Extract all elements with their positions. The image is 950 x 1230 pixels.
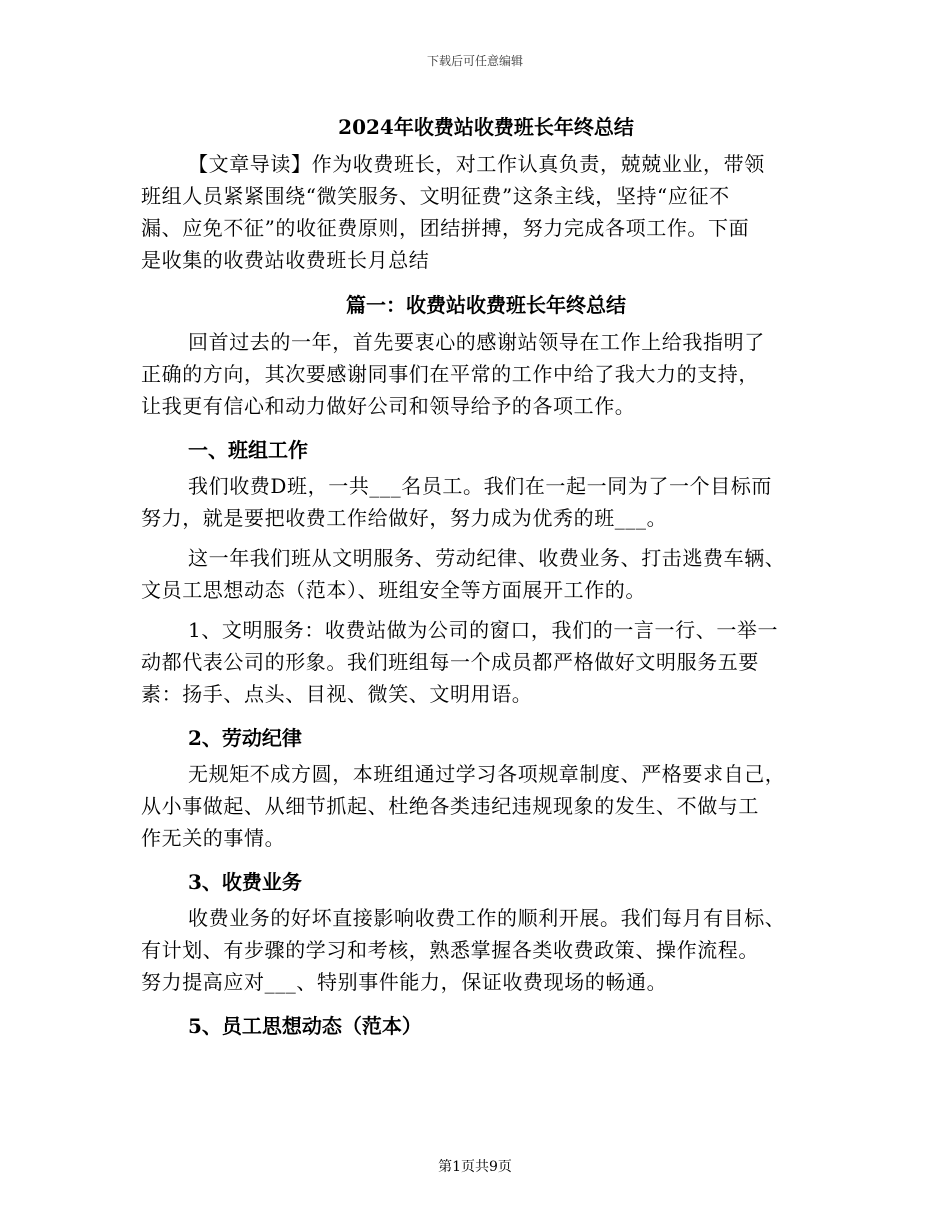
paragraph-line: 有计划、有步骤的学习和考核，熟悉掌握各类收费政策、操作流程。: [141, 938, 759, 962]
paragraph-civil-service: [141, 614, 811, 710]
paragraph-review: [141, 326, 811, 422]
page-header-note: 下载后可任意编辑: [426, 54, 523, 68]
paragraph-business: [141, 902, 811, 998]
intro-paragraph: [141, 148, 811, 276]
intro-line: 漏、应免不征”的收征费原则，团结拼搏，努力完成各项工作。下面: [141, 216, 750, 240]
paragraph-line: 动都代表公司的形象。我们班组每一个成员都严格做好文明服务五要: [141, 650, 759, 674]
document-title: 2024年收费站收费班长年终总结: [338, 115, 634, 139]
intro-line: 班组人员紧紧围绕“微笑服务、文明征费”这条主线，坚持“应征不: [141, 184, 730, 208]
page-footer-number: 第1页共9页: [438, 1159, 512, 1175]
paragraph-line: 1、文明服务：收费站做为公司的窗口，我们的一言一行、一举一: [188, 618, 779, 642]
paragraph-line: 文员工思想动态（范本）、班组安全等方面展开工作的。: [141, 578, 646, 602]
paragraph-line: 努力提高应对___、特别事件能力，保证收费现场的畅通。: [141, 970, 668, 994]
paragraph-line: 这一年我们班从文明服务、劳动纪律、收费业务、打击逃费车辆、: [188, 546, 786, 570]
heading-staff-thoughts: 5、员工思想动态（范本）: [188, 1014, 422, 1038]
intro-line: 是收集的收费站收费班长月总结: [141, 248, 430, 272]
paragraph-line: 让我更有信心和动力做好公司和领导给予的各项工作。: [141, 394, 636, 418]
paragraph-line: 正确的方向，其次要感谢同事们在平常的工作中给了我大力的支持，: [141, 362, 759, 386]
paragraph-line: 收费业务的好坏直接影响收费工作的顺利开展。我们每月有目标、: [188, 906, 786, 930]
paragraph-line: 作无关的事情。: [141, 826, 286, 850]
paragraph-discipline: [141, 758, 811, 854]
heading-toll-business: 3、收费业务: [188, 870, 302, 894]
paragraph-line: 努力，就是要把收费工作给做好，努力成为优秀的班___。: [141, 506, 668, 530]
heading-labor-discipline: 2、劳动纪律: [188, 726, 302, 750]
heading-team-work: 一、班组工作: [188, 438, 308, 462]
paragraph-line: 我们收费D班，一共___名员工。我们在一起一同为了一个目标而: [188, 474, 773, 498]
paragraph-areas: [141, 542, 811, 606]
section-title: 篇一：收费站收费班长年终总结: [346, 293, 626, 317]
paragraph-line: 回首过去的一年，首先要衷心的感谢站领导在工作上给我指明了: [188, 330, 765, 354]
intro-line: 【文章导读】作为收费班长，对工作认真负责，兢兢业业，带领: [188, 152, 765, 176]
paragraph-line: 素：扬手、点头、目视、微笑、文明用语。: [141, 682, 533, 706]
document-body: [141, 106, 811, 1046]
paragraph-line: 从小事做起、从细节抓起、杜绝各类违纪违规现象的发生、不做与工: [141, 794, 759, 818]
paragraph-line: 无规矩不成方圆，本班组通过学习各项规章制度、严格要求自己，: [188, 762, 786, 786]
paragraph-team: [141, 470, 811, 534]
